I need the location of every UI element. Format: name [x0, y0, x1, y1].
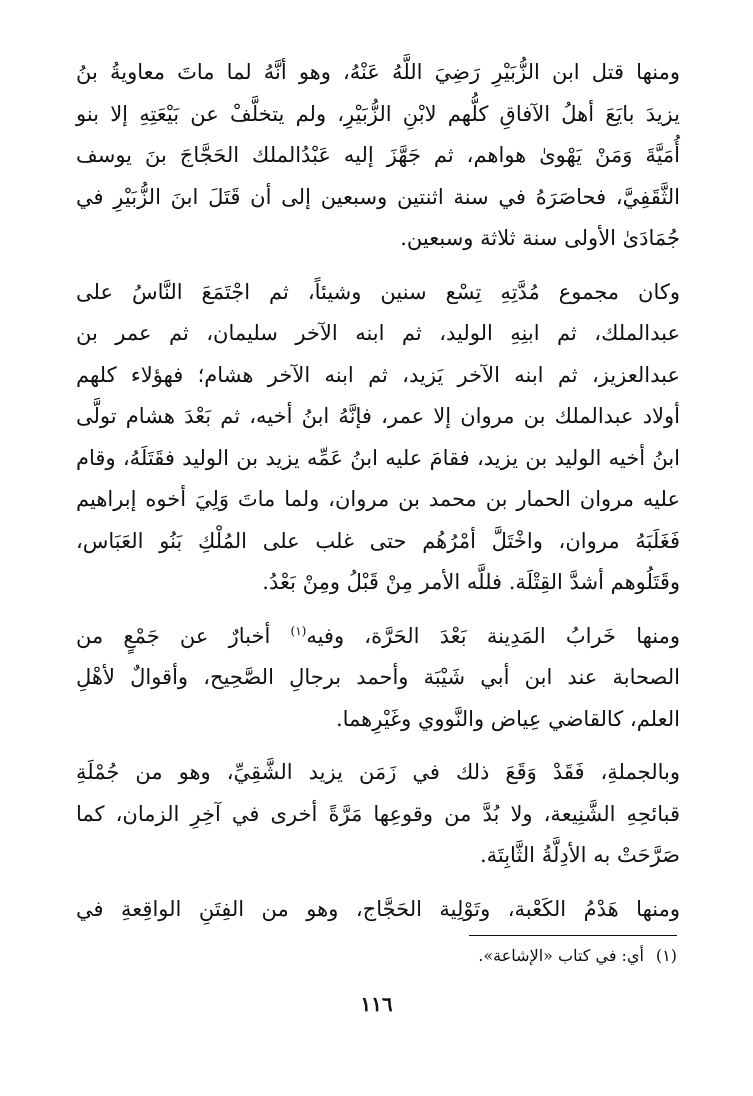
footnote-divider: [469, 935, 677, 936]
text-line: [76, 616, 680, 658]
text-line: عليه مروان الحمار بن محمد بن مروان، ولما ماتَ وَلِيَ أخوه إبراهيم: [76, 487, 680, 511]
text-line-rest: أخبارٌ عن جَمْعٍ من: [76, 623, 291, 648]
text-line: الصحابة عند ابن أبي شَيْبَة وأحمد برجالِ الصَّحِيح، وأقوالٌ لأهْلِ: [76, 665, 680, 689]
paragraph-1: [76, 52, 680, 260]
text-line: ومنها قتل ابن الزُّبَيْرِ رَضِيَ اللَّهُ عَنْهُ، وهو أنَّهُ لما ماتَ معاويةُ بنُ: [76, 60, 680, 84]
footnote: [73, 944, 677, 968]
text-line: جُمَادَىٰ الأولى سنة ثلاثة وسبعين.: [400, 226, 680, 250]
paragraph-5: [76, 889, 680, 931]
paragraph-4: [76, 752, 680, 877]
paragraph-2: [76, 272, 680, 604]
text-line: صَرَّحَتْ به الأدِلَّةُ الثَّابِتَة.: [479, 843, 680, 867]
text-line: يزيدَ بايَعَ أهلُ الآفاقِ كلُّهم لابْنِ الزُّبَيْرِ، ولم يتخلَّفْ عن بَيْعَتِهِ إلا بنو: [76, 101, 680, 126]
text-line: ومنها هَدْمُ الكَعْبة، وتَوْلِية الحَجَّاج، وهو من الفِتَنِ الواقِعةِ في: [76, 896, 680, 921]
footnote-number: (١): [655, 946, 677, 965]
footnote-text: أي: في كتاب «الإشاعة».: [478, 946, 644, 965]
paragraph-3: [76, 616, 680, 741]
text-line: الثَّقَفِيَّ، فحاصَرَهُ في سنة اثنتين وسبعين إلى أن قَتَلَ ابنَ الزُّبَيْرِ في: [76, 184, 680, 209]
text-line-start: ومنها خَرابُ المَدِينة بَعْدَ الحَرَّة، وفيه: [306, 623, 681, 648]
text-line: أُمَيَّةَ وَمَنْ يَهْوىٰ هواهم، ثم جَهَّزَ إليه عَبْدُالملك الحَجَّاجَ بنَ يوسف: [76, 143, 680, 167]
text-line: وكان مجموع مُدَّتِهِ تِسْع سنين وشيئاً، ثم اجْتَمَعَ النَّاسُ على: [76, 279, 680, 304]
text-line: ابنُ أخيه الوليد بن يزيد، فقامَ عليه ابنُ عَمِّه يزيد بن الوليد فقَتَلَهُ، وقام: [76, 445, 680, 470]
text-line: العلم، كالقاضي عِياض والنَّووي وغَيْرِهما.: [335, 706, 680, 731]
text-line: وقَتَلُوهم أشدَّ القِتْلَة. فللَّه الأمر مِنْ قَبْلُ ومِنْ بَعْدُ.: [262, 570, 680, 594]
text-line: وبالجملةِ، فَقَدْ وَقَعَ ذلك في زَمَن يزيد الشَّقِيِّ، وهو من جُمْلَةِ: [76, 760, 680, 784]
footnote-reference[interactable]: (١): [290, 623, 307, 638]
text-line: عبدالعزيز، ثم ابنه الآخر يَزيد، ثم ابنه الآخر هشام؛ فهؤلاء كلهم: [76, 362, 680, 387]
page-number: ١١٦: [360, 992, 393, 1016]
text-line: قبائحِهِ الشَّنِيعة، ولا بُدَّ من وقوعِها مَرَّةً أخرى في آخِرِ الزمان، كما: [76, 801, 680, 826]
text-line: عبدالملك، ثم ابنِهِ الوليد، ثم ابنه الآخر سليمان، ثم عمر بن: [76, 321, 680, 345]
text-line: فَغَلَبَهُ مروان، واخْتَلَّ أمْرُهُم حتى غلب على المُلْكِ بَنُو العَبَاس،: [76, 528, 680, 553]
text-line: أولاد عبدالملك بن مروان إلا عمر، فإنَّهُ ابنُ أخيه، ثم بَعْدَ هشام تولَّى: [76, 404, 680, 428]
page-body: [76, 52, 680, 942]
